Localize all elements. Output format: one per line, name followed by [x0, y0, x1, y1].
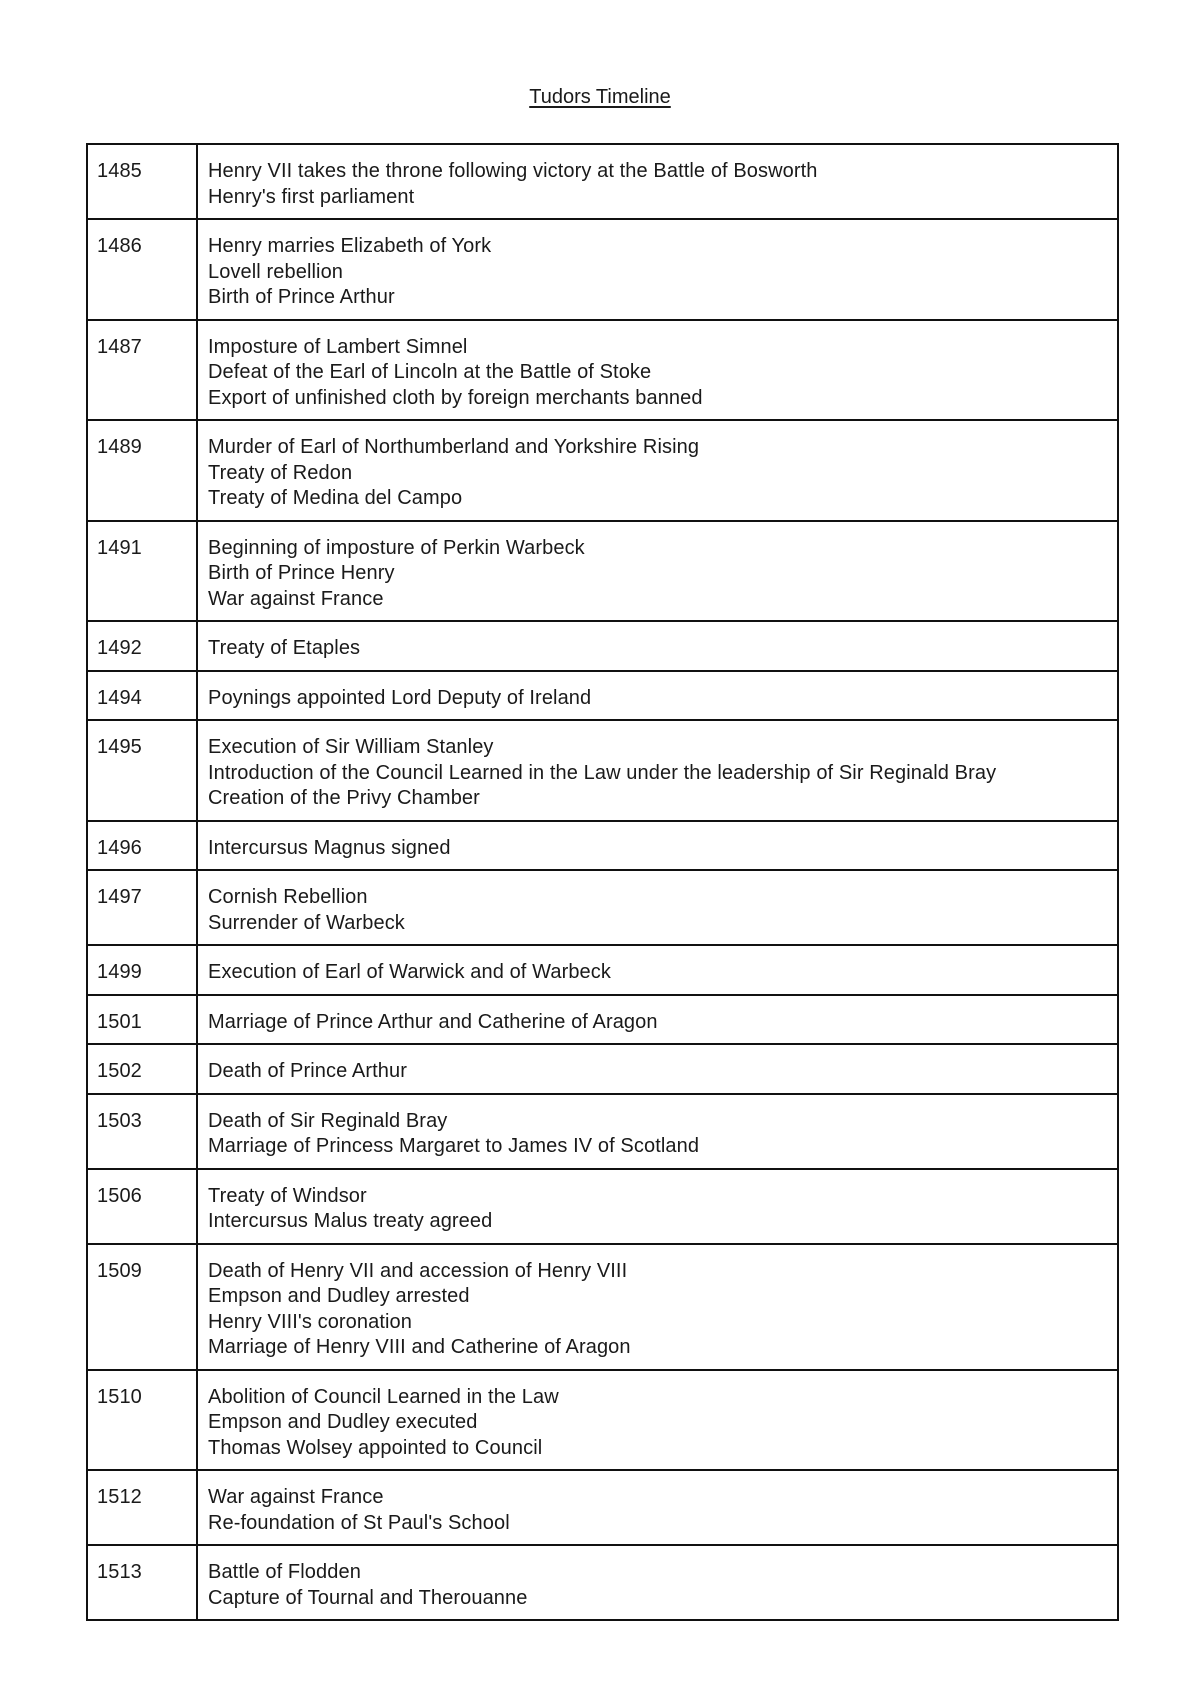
events-cell: [197, 420, 1118, 521]
event-item: Imposture of Lambert Simnel: [208, 335, 468, 358]
event-item: Creation of the Privy Chamber: [208, 787, 480, 809]
event-item: Capture of Tournal and Therouanne: [208, 1586, 528, 1609]
events-cell: [197, 320, 1118, 421]
year-cell: 1512: [87, 1470, 197, 1545]
year-cell: 1513: [87, 1545, 197, 1620]
event-item: Cornish Rebellion: [208, 886, 368, 908]
year-cell: 1486: [87, 219, 197, 320]
year-cell: 1510: [87, 1370, 197, 1471]
events-cell: [197, 1470, 1118, 1545]
events-cell: [197, 720, 1118, 821]
events-cell: [197, 1545, 1118, 1620]
timeline-row: [87, 870, 1118, 945]
timeline-row: [87, 1094, 1118, 1169]
events-cell: [197, 1244, 1118, 1370]
year-cell: 1491: [87, 521, 197, 622]
event-item: Death of Prince Arthur: [208, 1060, 407, 1082]
year-cell: 1494: [87, 671, 197, 721]
timeline-row: [87, 144, 1118, 219]
event-item: Thomas Wolsey appointed to Council: [208, 1436, 543, 1459]
timeline-body: [87, 144, 1118, 1620]
event-item: Treaty of Etaples: [208, 637, 361, 659]
event-item: Treaty of Redon: [208, 461, 353, 484]
event-item: Marriage of Henry VIII and Catherine of Aragon: [208, 1336, 631, 1358]
events-cell: [197, 1094, 1118, 1169]
timeline-row: [87, 1169, 1118, 1244]
event-item: Poynings appointed Lord Deputy of Ireland: [208, 686, 592, 709]
event-item: War against France: [208, 587, 384, 610]
events-cell: [197, 1169, 1118, 1244]
timeline-row: [87, 1044, 1118, 1094]
event-item: Henry VII takes the throne following victory at the Battle of Bosworth: [208, 160, 818, 182]
event-item: Intercursus Magnus signed: [208, 836, 451, 859]
event-item: Beginning of imposture of Perkin Warbeck: [208, 536, 585, 559]
events-cell: [197, 1044, 1118, 1094]
timeline-row: [87, 621, 1118, 671]
events-cell: [197, 621, 1118, 671]
timeline-row: [87, 671, 1118, 721]
event-item: Export of unfinished cloth by foreign merchants banned: [208, 386, 703, 409]
timeline-row: [87, 521, 1118, 622]
timeline-row: [87, 1244, 1118, 1370]
year-cell: 1501: [87, 995, 197, 1045]
event-item: Surrender of Warbeck: [208, 911, 405, 934]
timeline-row: [87, 320, 1118, 421]
events-cell: [197, 671, 1118, 721]
event-item: Henry marries Elizabeth of York: [208, 235, 492, 257]
events-cell: [197, 144, 1118, 219]
timeline-row: [87, 1370, 1118, 1471]
timeline-row: [87, 720, 1118, 821]
year-cell: 1502: [87, 1044, 197, 1094]
page-title: Tudors Timeline: [529, 86, 671, 108]
event-item: Empson and Dudley executed: [208, 1411, 478, 1433]
event-item: Death of Sir Reginald Bray: [208, 1109, 448, 1132]
event-item: Birth of Prince Henry: [208, 562, 395, 584]
events-cell: [197, 219, 1118, 320]
year-cell: 1495: [87, 720, 197, 821]
event-item: Intercursus Malus treaty agreed: [208, 1210, 493, 1232]
event-item: Death of Henry VII and accession of Henry VIII: [208, 1259, 628, 1282]
year-cell: 1489: [87, 420, 197, 521]
event-item: Treaty of Windsor: [208, 1184, 367, 1207]
event-item: Murder of Earl of Northumberland and Yorkshire Rising: [208, 436, 700, 458]
events-cell: [197, 1370, 1118, 1471]
year-cell: 1503: [87, 1094, 197, 1169]
year-cell: 1487: [87, 320, 197, 421]
event-item: Introduction of the Council Learned in the Law under the leadership of Sir Reginald Bray: [208, 761, 997, 784]
event-item: Empson and Dudley arrested: [208, 1285, 470, 1307]
events-cell: [197, 995, 1118, 1045]
event-item: Henry's first parliament: [208, 185, 415, 208]
event-item: Execution of Earl of Warwick and of Warbeck: [208, 961, 611, 983]
year-cell: 1506: [87, 1169, 197, 1244]
events-cell: [197, 821, 1118, 871]
event-item: Abolition of Council Learned in the Law: [208, 1385, 559, 1408]
events-cell: [197, 870, 1118, 945]
event-item: Execution of Sir William Stanley: [208, 736, 494, 758]
timeline-row: [87, 945, 1118, 995]
event-item: Birth of Prince Arthur: [208, 286, 395, 308]
year-cell: 1499: [87, 945, 197, 995]
event-item: Marriage of Prince Arthur and Catherine of Aragon: [208, 1010, 658, 1033]
timeline-row: [87, 420, 1118, 521]
event-item: Defeat of the Earl of Lincoln at the Battle of Stoke: [208, 361, 652, 383]
events-cell: [197, 945, 1118, 995]
year-cell: 1485: [87, 144, 197, 219]
timeline-row: [87, 995, 1118, 1045]
timeline-row: [87, 821, 1118, 871]
year-cell: 1492: [87, 621, 197, 671]
timeline-row: [87, 219, 1118, 320]
event-item: Marriage of Princess Margaret to James IV of Scotland: [208, 1135, 700, 1157]
timeline-row: [87, 1545, 1118, 1620]
event-item: Battle of Flodden: [208, 1561, 361, 1583]
year-cell: 1509: [87, 1244, 197, 1370]
event-item: Re-foundation of St Paul's School: [208, 1511, 510, 1534]
timeline-row: [87, 1470, 1118, 1545]
events-cell: [197, 521, 1118, 622]
timeline-table: [86, 143, 1119, 1621]
year-cell: 1497: [87, 870, 197, 945]
year-cell: 1496: [87, 821, 197, 871]
event-item: Treaty of Medina del Campo: [208, 487, 463, 509]
event-item: Henry VIII's coronation: [208, 1310, 412, 1333]
event-item: Lovell rebellion: [208, 260, 344, 283]
event-item: War against France: [208, 1486, 384, 1508]
